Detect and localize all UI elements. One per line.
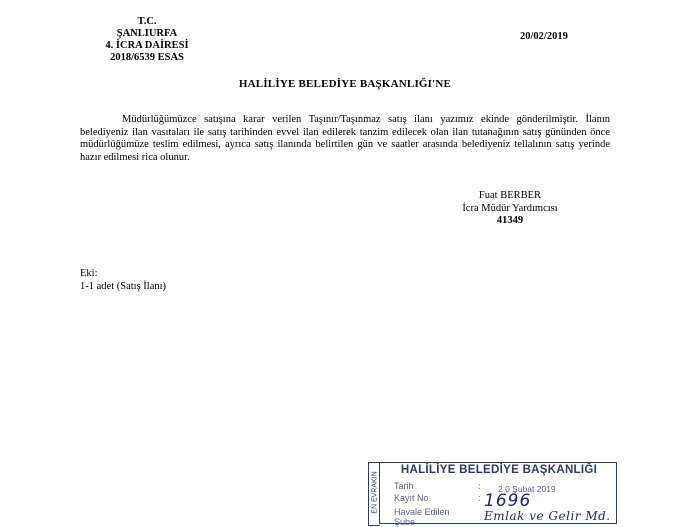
attachments-block <box>80 268 166 293</box>
registry-stamp <box>368 462 618 527</box>
body-paragraph <box>80 114 610 164</box>
stamp-date-value: 2 0 Şubat 2019 <box>498 484 556 494</box>
signer-title: İcra Müdür Yardımcısı <box>462 202 558 214</box>
header-line-office: 4. İCRA DAİRESİ <box>105 40 189 51</box>
stamp-havale-value: Emlak ve Gelir Md. <box>484 509 611 523</box>
stamp-side-text: EN EVRAKIN <box>371 471 379 514</box>
document-date: 20/02/2019 <box>520 31 568 42</box>
addressee: HALİLİYE BELEDİYE BAŞKANLIĞI'NE <box>238 78 452 90</box>
attachments-label: Eki: <box>80 268 98 279</box>
body-text: Müdürlüğümüzce satışına karar verilen Taşınır/Taşınmaz satış ilanı yazımız ekinde gönderilmiştir. İlanın belediyeniz ilan vasıtaları ile satış tarihinden evvel ilan edilerek tanzim edilecek olan ilan tutanağının satış gününden önce müdürlüğümüze teslim edilmesi, ayrıca satış ilanında belirtilen gün ve saatler arasında belediyeniz tellalının satış yerinde hazır edilmesi rica olunur. <box>80 114 610 163</box>
signer-name: Fuat BERBER <box>478 190 542 201</box>
stamp-kayit-colon: : <box>478 493 481 503</box>
stamp-date-label: Tarih <box>394 481 414 491</box>
stamp-sube-label: Şube <box>394 517 416 527</box>
stamp-title: HALİLİYE BELEDİYE BAŞKANLIĞI <box>400 464 598 476</box>
stamp-box <box>379 462 617 527</box>
signer-number: 41349 <box>496 215 524 226</box>
stamp-kayit-value: 1696 <box>484 491 532 511</box>
header-left-block <box>82 16 212 64</box>
header-line-tc: T.C. <box>137 16 157 27</box>
signature-block <box>440 190 580 228</box>
stamp-kayit-label: Kayıt No <box>394 493 429 503</box>
stamp-havale-label: Havale Edilen <box>394 507 450 517</box>
header-line-case: 2018/6539 ESAS <box>110 52 184 63</box>
stamp-date-colon: : <box>478 481 481 491</box>
header-line-city: ŞANLIURFA <box>116 28 178 39</box>
attachment-item: 1-1 adet (Satış İlanı) <box>80 280 167 292</box>
